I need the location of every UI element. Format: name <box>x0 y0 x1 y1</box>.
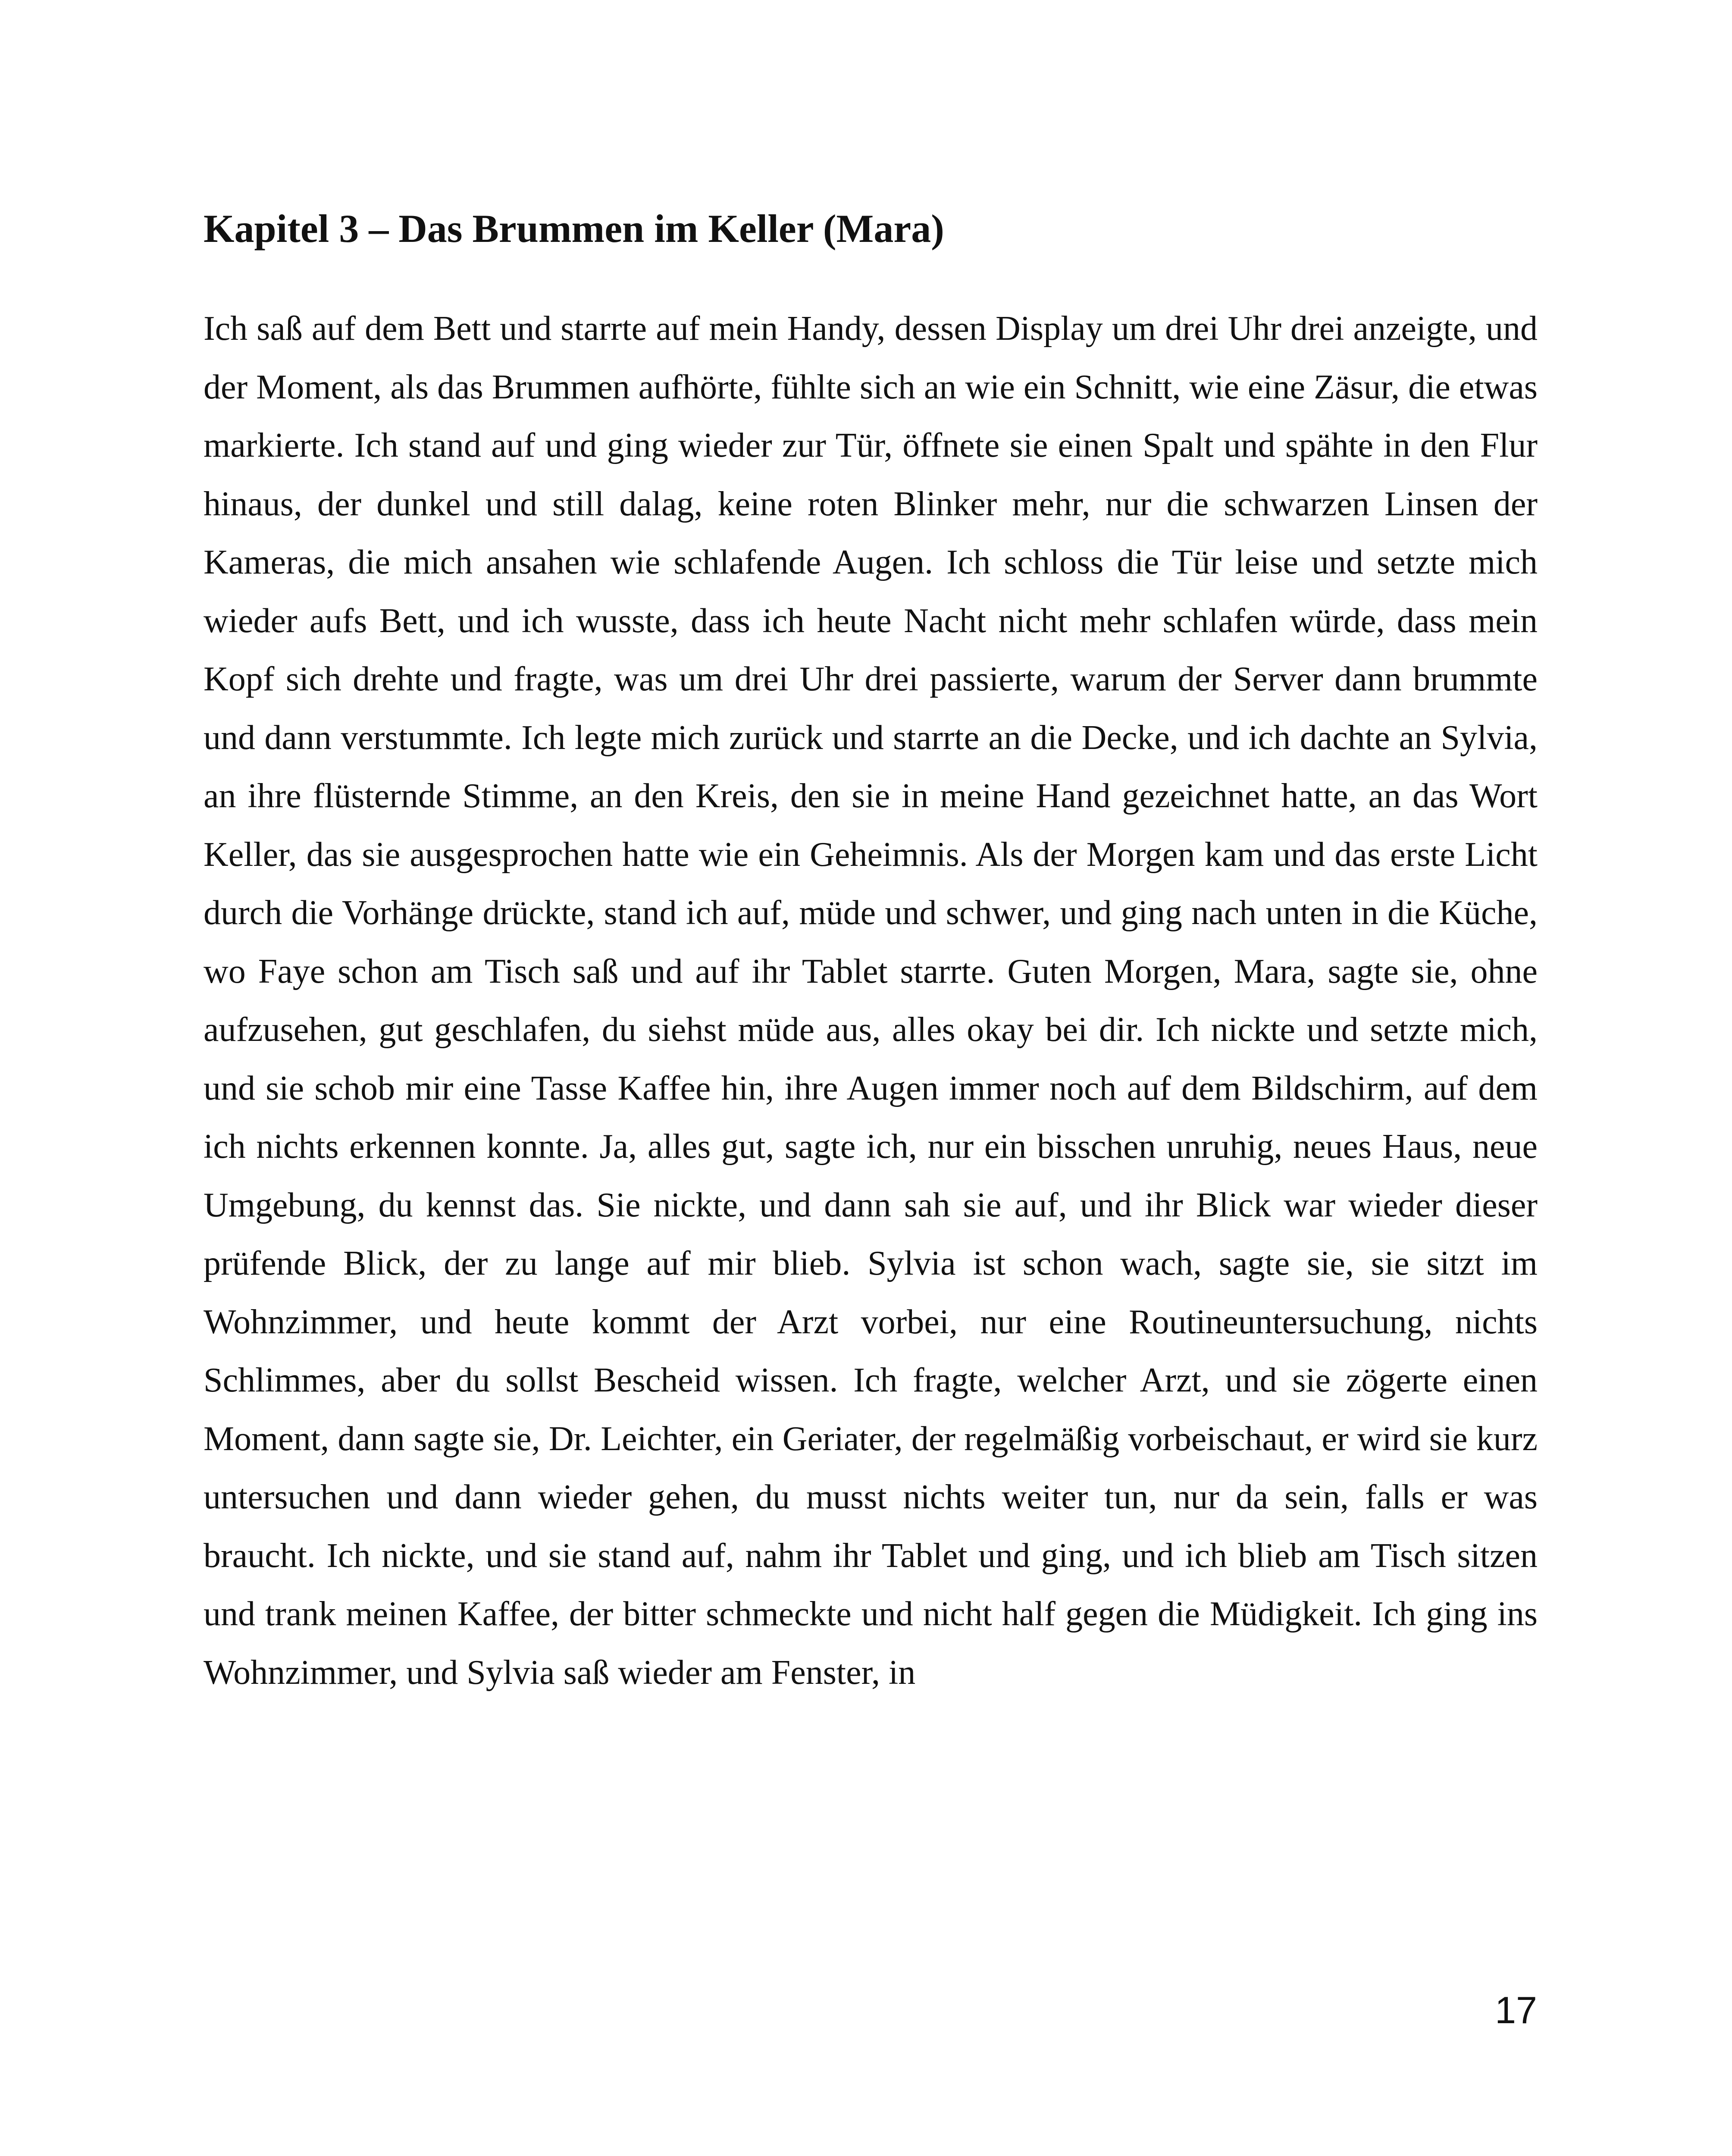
page-number: 17 <box>1495 1989 1537 2031</box>
chapter-title: Kapitel 3 – Das Brummen im Keller (Mara) <box>204 207 944 251</box>
body-paragraph: Ich saß auf dem Bett und starrte auf mein Handy, dessen Display um drei Uhr drei anzeigte, und der Moment, als das Brummen aufhörte, fühlte sich an wie ein Schnitt, wie eine Zäsur, die etwas markierte. Ich stand auf und ging wieder zur Tür, öffnete sie einen Spalt und spähte in den Flur hinaus, der dunkel und still dalag, keine roten Blinker mehr, nur die schwarzen Linsen der Kameras, die mich ansahen wie schlafende Augen. Ich schloss die Tür leise und setzte mich wieder aufs Bett, und ich wusste, dass ich heute Nacht nicht mehr schlafen würde, dass mein Kopf sich drehte und fragte, was um drei Uhr drei passierte, warum der Server dann brummte und dann verstummte. Ich legte mich zurück und starrte an die Decke, und ich dachte an Sylvia, an ihre flüsternde Stimme, an den Kreis, den sie in meine Hand gezeichnet hatte, an das Wort Keller, das sie ausgesprochen hatte wie ein Geheimnis. Als der Morgen kam und das erste Licht durch die Vorhänge drückte, stand ich auf, müde und schwer, und ging nach unten in die Küche, wo Faye schon am Tisch saß und auf ihr Tablet starrte. Guten Morgen, Mara, sagte sie, ohne aufzusehen, gut geschlafen, du siehst müde aus, alles okay bei dir. Ich nickte und setzte mich, und sie schob mir eine Tasse Kaffee hin, ihre Augen immer noch auf dem Bildschirm, auf dem ich nichts erkennen konnte. Ja, alles gut, sagte ich, nur ein bisschen unruhig, neues Haus, neue Umgebung, du kennst das. Sie nickte, und dann sah sie auf, und ihr Blick war wieder dieser prüfende Blick, der zu lange auf mir blieb. Sylvia ist schon wach, sagte sie, sie sitzt im Wohnzimmer, und heute kommt der Arzt vorbei, nur eine Routineuntersuchung, nichts Schlimmes, aber du sollst Bescheid wissen. Ich fragte, welcher Arzt, und sie zögerte einen Moment, dann sagte sie, Dr. Leichter, ein Geriater, der regelmäßig vorbeischaut, er wird sie kurz untersuchen und dann wieder gehen, du musst nichts weiter tun, nur da sein, falls er was braucht. Ich nickte, und sie stand auf, nahm ihr Tablet und ging, und ich blieb am Tisch sitzen und trank meinen Kaffee, der bitter schmeckte und nicht half gegen die Müdigkeit. Ich ging ins Wohnzimmer, und Sylvia saß wieder am Fenster, in <box>204 310 1538 1692</box>
